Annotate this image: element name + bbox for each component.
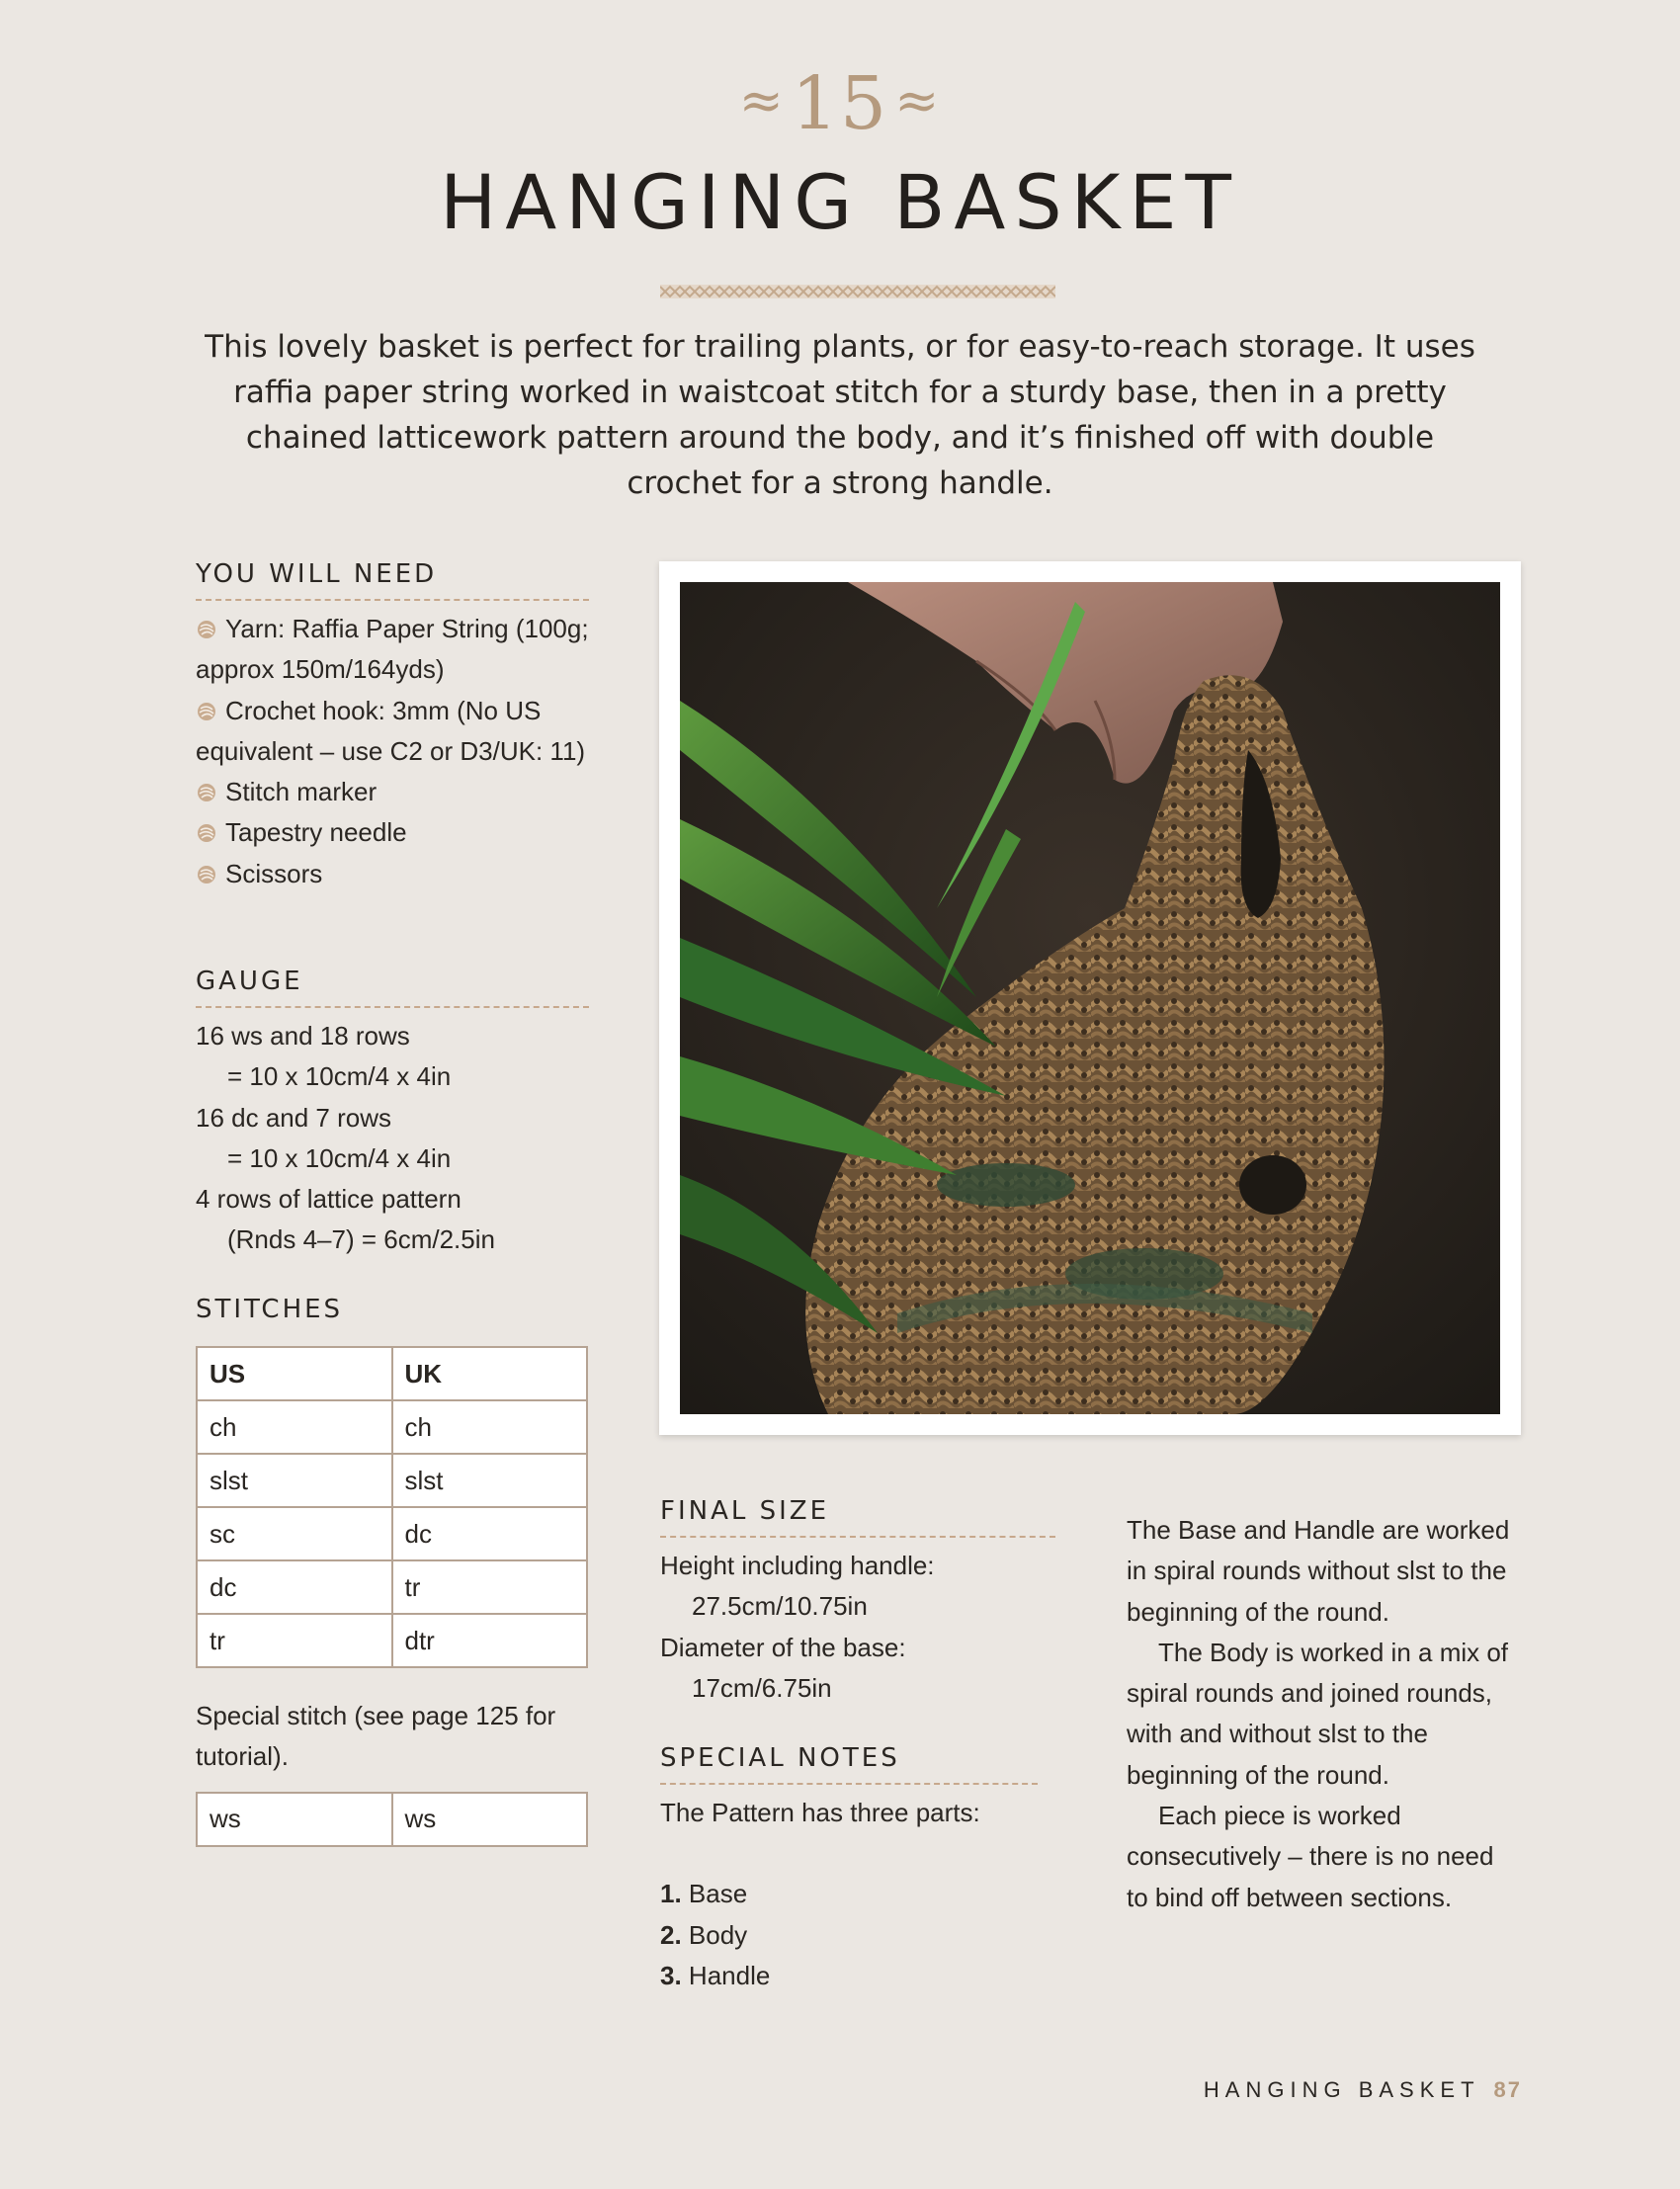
- list-number: 2.: [660, 1919, 682, 1950]
- table-cell: ws: [197, 1793, 392, 1846]
- page-footer: [1204, 2077, 1522, 2103]
- list-item: [196, 691, 589, 773]
- table-header-cell: US: [197, 1347, 392, 1400]
- notes-paragraph: The Base and Handle are worked in spiral rounds without slst to the beginning of the round.: [1127, 1515, 1510, 1627]
- final-size-lines: [660, 1546, 1055, 1709]
- list-item: [196, 854, 589, 894]
- basket-photo: [680, 582, 1500, 1414]
- you-will-need-list: [196, 609, 589, 894]
- list-item-text: Yarn: Raffia Paper String (100g; approx 150m/164yds): [196, 614, 589, 685]
- basket-photo-illustration: [680, 582, 1500, 1414]
- notes-paragraph: The Body is worked in a mix of spiral rounds and joined rounds, with and without slst to the beginning of the round.: [1127, 1637, 1509, 1790]
- list-number: 1.: [660, 1879, 682, 1909]
- table-cell: dc: [197, 1560, 392, 1614]
- table-row: [197, 1560, 587, 1614]
- list-item-text: Handle: [688, 1960, 771, 1990]
- final-size-heading: FINAL SIZE: [660, 1496, 1055, 1538]
- spacer: [660, 1833, 1038, 1874]
- table-row: [197, 1507, 587, 1560]
- special-notes-body: [660, 1793, 1038, 1996]
- list-item-text: Stitch marker: [225, 777, 378, 807]
- chapter-number: [0, 61, 1680, 146]
- list-item-text: Body: [688, 1919, 748, 1950]
- list-item-text: Scissors: [225, 858, 323, 888]
- table-cell: tr: [197, 1614, 392, 1667]
- gauge-line: = 10 x 10cm/4 x 4in: [227, 1061, 452, 1092]
- gauge-line: 4 rows of lattice pattern: [196, 1184, 462, 1215]
- table-cell: dc: [392, 1507, 588, 1560]
- stitches-section: [196, 1295, 589, 1847]
- page-title: HANGING BASKET: [440, 158, 1240, 246]
- yarn-ball-icon: [196, 822, 217, 844]
- final-size-line: 27.5cm/10.75in: [692, 1591, 868, 1622]
- special-notes-heading: SPECIAL NOTES: [660, 1743, 1038, 1785]
- running-title: HANGING BASKET: [1203, 2077, 1480, 2102]
- page-number: 87: [1493, 2077, 1522, 2102]
- table-cell: ch: [392, 1400, 588, 1454]
- special-stitch-note: Special stitch (see page 125 for tutorial).: [196, 1701, 556, 1772]
- special-stitch-table: [196, 1792, 588, 1847]
- list-item-text: Base: [688, 1879, 748, 1909]
- special-notes-section: [660, 1743, 1038, 1996]
- final-size-line: Height including handle:: [660, 1551, 935, 1580]
- gauge-line: (Rnds 4–7) = 6cm/2.5in: [227, 1224, 495, 1255]
- you-will-need-section: [196, 559, 589, 894]
- table-cell: dtr: [392, 1614, 588, 1667]
- table-cell: ws: [392, 1793, 588, 1846]
- wave-ornament-left: ≈: [738, 69, 786, 131]
- table-cell: sc: [197, 1507, 392, 1560]
- gauge-line: 16 ws and 18 rows: [196, 1021, 410, 1051]
- table-header-cell: UK: [392, 1347, 588, 1400]
- special-notes-lead: The Pattern has three parts:: [660, 1798, 980, 1827]
- table-row: [197, 1454, 587, 1507]
- gauge-section: [196, 967, 589, 1261]
- list-item: [196, 609, 589, 691]
- stitches-heading: STITCHES: [196, 1295, 344, 1324]
- final-size-line: 17cm/6.75in: [692, 1672, 832, 1703]
- list-item: [196, 772, 589, 812]
- gauge-line: = 10 x 10cm/4 x 4in: [227, 1142, 452, 1173]
- yarn-ball-icon: [196, 864, 217, 885]
- yarn-ball-icon: [196, 782, 217, 803]
- list-item: [660, 1915, 1038, 1956]
- list-number: 3.: [660, 1960, 682, 1990]
- gauge-line: 16 dc and 7 rows: [196, 1102, 392, 1133]
- list-item: [660, 1874, 1038, 1914]
- you-will-need-heading: YOU WILL NEED: [196, 559, 589, 601]
- table-row: [197, 1614, 587, 1667]
- chapter-number-text: 15: [791, 61, 889, 146]
- list-item-text: Crochet hook: 3mm (No US equivalent – use C2 or D3/UK: 11): [196, 695, 586, 766]
- notes-column: [1127, 1510, 1522, 1918]
- stitches-table: [196, 1346, 588, 1668]
- table-cell: slst: [197, 1454, 392, 1507]
- final-size-section: [660, 1496, 1055, 1709]
- table-cell: slst: [392, 1454, 588, 1507]
- yarn-ball-icon: [196, 619, 217, 640]
- table-row: [197, 1400, 587, 1454]
- yarn-ball-icon: [196, 701, 217, 722]
- intro-paragraph: This lovely basket is perfect for trailing plants, or for easy-to-reach storage. It uses raffia paper string worked in waistcoat stitch for a sturdy base, then in a pretty chained latticework pattern around the body, and it’s finished off with double crochet for a strong handle.: [205, 329, 1475, 501]
- list-item-text: Tapestry needle: [225, 817, 407, 848]
- gauge-heading: GAUGE: [196, 967, 589, 1008]
- list-item: [660, 1956, 1038, 1996]
- braid-divider: [660, 285, 1055, 298]
- notes-paragraph: Each piece is worked consecutively – there is no need to bind off between sections.: [1127, 1801, 1494, 1912]
- gauge-lines: [196, 1016, 589, 1261]
- table-cell: tr: [392, 1560, 588, 1614]
- table-row: [197, 1793, 587, 1846]
- table-cell: ch: [197, 1400, 392, 1454]
- wave-ornament-right: ≈: [894, 69, 942, 131]
- list-item: [196, 812, 589, 853]
- final-size-line: Diameter of the base:: [660, 1632, 906, 1662]
- table-header-row: [197, 1347, 587, 1400]
